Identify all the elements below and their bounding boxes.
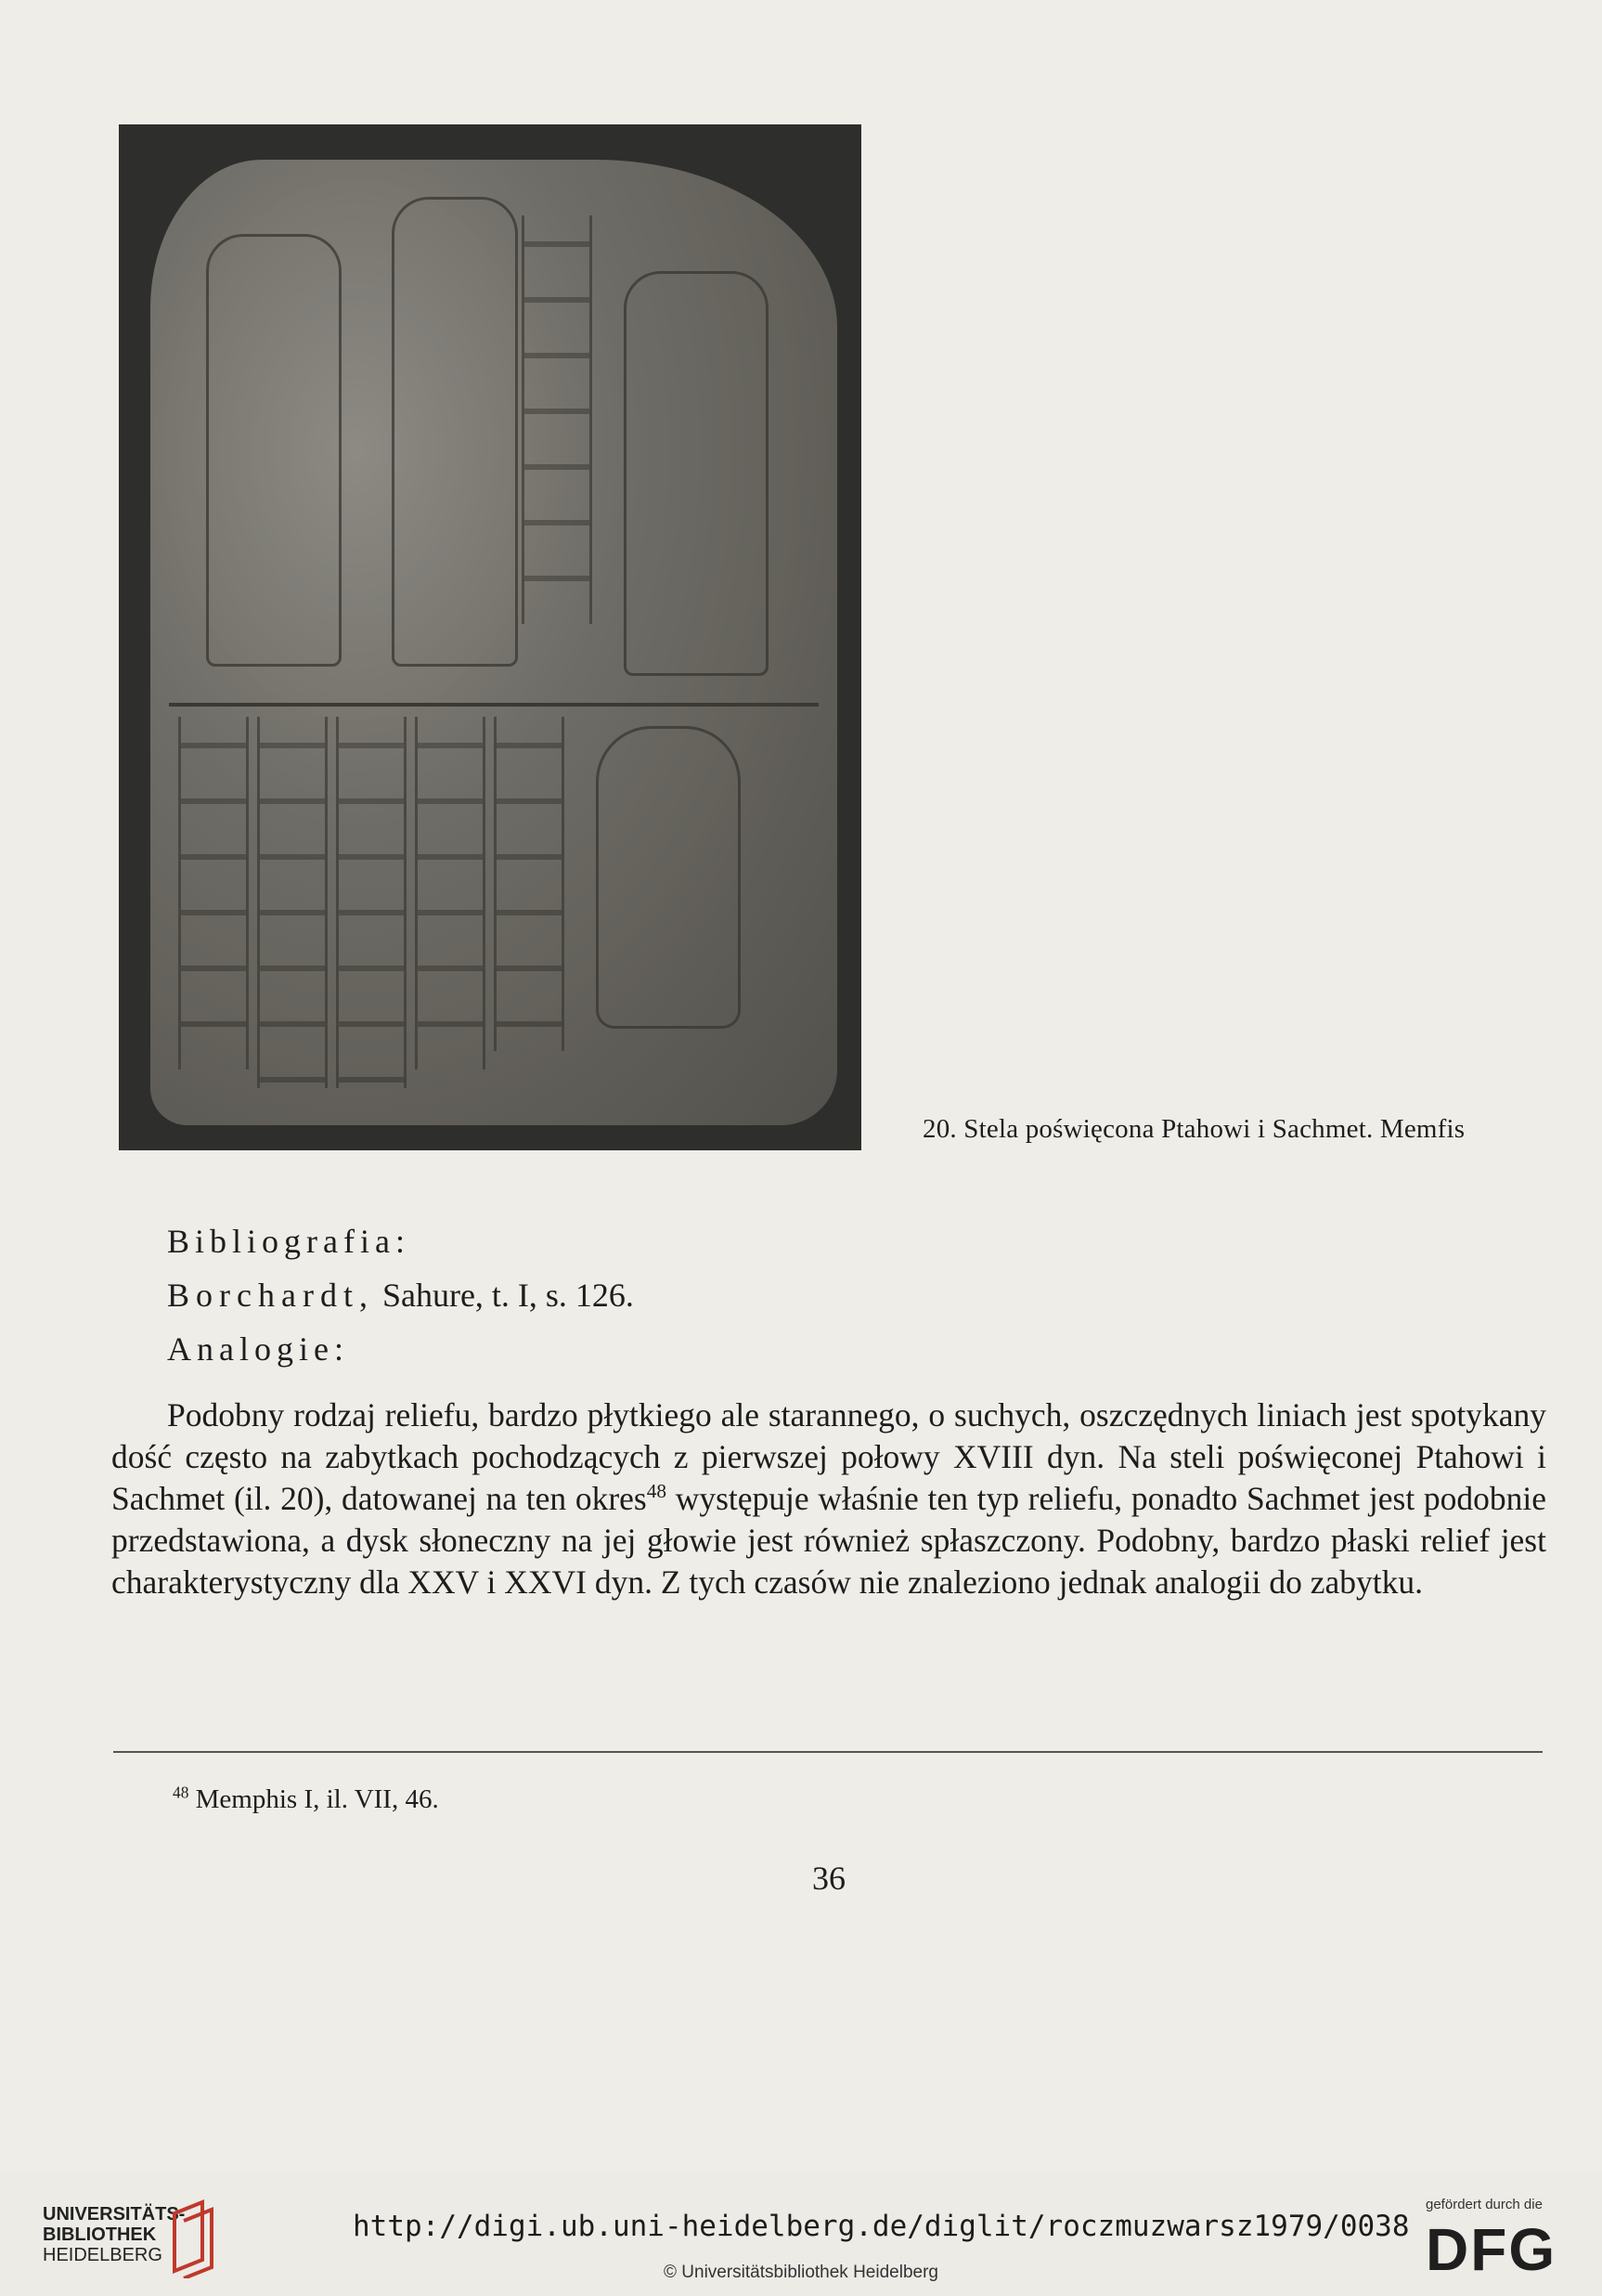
king-figure [624, 271, 769, 676]
paragraph-text-part2: występuje właśnie ten typ reliefu, ponadto Sachmet jest podobnie przedstawiona, a dysk słoneczny na jej głowie jest również spłaszczony. Podobny, bardzo płaski relief jest charakterystyczny dla XXV i XXVI dyn. Z tych czasów nie znaleziono jednak analogii do zabytku. [111, 1480, 1546, 1601]
digital-copy-link[interactable]: http://digi.ub.uni-heidelberg.de/diglit/roczmuzwarsz1979/0038 [353, 2210, 1410, 2243]
bibliography-reference: Sahure, t. I, s. 126. [373, 1277, 634, 1314]
analogies-heading: Analogie: [167, 1330, 349, 1368]
copyright-notice: © Universitätsbibliothek Heidelberg [664, 2263, 938, 2282]
sachmet-figure [206, 234, 342, 667]
kneeling-worshipper-figure [596, 726, 741, 1029]
bibliography-heading: Bibliografia: [167, 1223, 410, 1260]
register-divider [169, 703, 819, 707]
dfg-logo[interactable]: DFG [1426, 2216, 1557, 2283]
hieroglyph-column [257, 717, 328, 1088]
stela-relief [150, 160, 837, 1125]
hieroglyph-column [178, 717, 249, 1070]
footnote-reference[interactable]: 48 [646, 1480, 667, 1503]
library-name-line3: HEIDELBERG [43, 2245, 162, 2265]
hieroglyph-column [494, 717, 564, 1051]
funder-note: gefördert durch die [1426, 2197, 1543, 2212]
hieroglyph-column [522, 215, 592, 624]
figure-caption: 20. Stela poświęcona Ptahowi i Sachmet. Memfis [923, 1114, 1466, 1144]
page-number: 36 [812, 1860, 846, 1897]
footnote [173, 1784, 439, 1815]
footer-bar [0, 2173, 1602, 2296]
hieroglyph-column [336, 717, 407, 1088]
library-name-line2: BIBLIOTHEK [43, 2225, 157, 2245]
footnote-text: Memphis I, il. VII, 46. [188, 1784, 439, 1814]
bibliography-author: Borchardt, [167, 1277, 374, 1314]
stela-photograph [119, 124, 861, 1150]
hieroglyph-column [415, 717, 485, 1070]
analogies-paragraph [111, 1394, 1546, 1603]
footnote-divider [113, 1751, 1543, 1753]
footnote-number: 48 [173, 1783, 189, 1802]
ptah-figure [392, 197, 518, 667]
library-name-line1: UNIVERSITÄTS- [43, 2204, 186, 2225]
bibliography-entry [167, 1276, 634, 1315]
paragraph-text-part1: Podobny rodzaj reliefu, bardzo płytkiego ale starannego, o suchych, oszczędnych liniach jest spotykany dość często na zabytkach pochodzących z pierwszej połowy XVIII dyn. Na steli poświęconej Ptahowi i Sachmet (il. 20), datowanej na ten okres [111, 1396, 1546, 1517]
